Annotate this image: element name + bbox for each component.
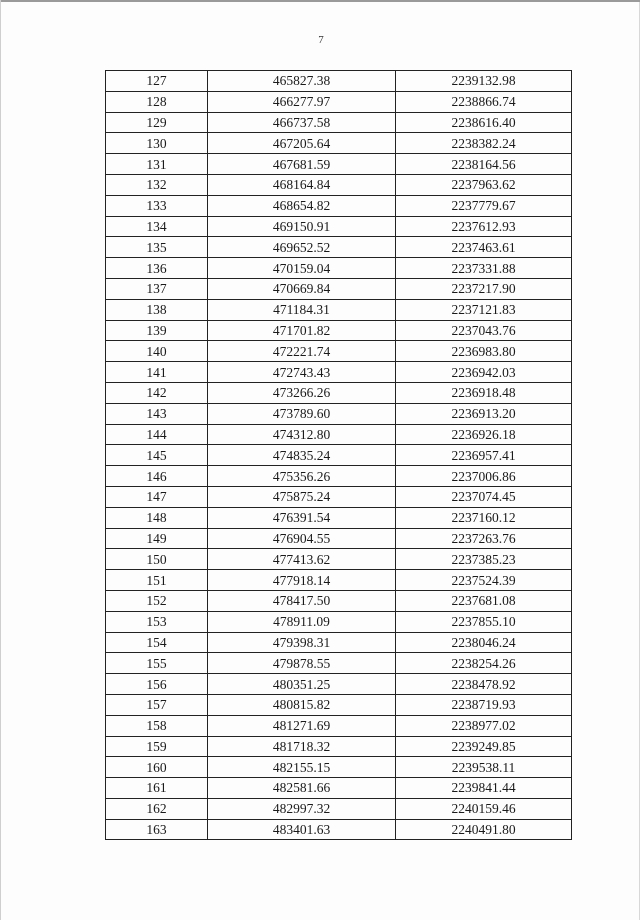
y-coordinate-cell: 2239249.85 (396, 736, 572, 757)
table-row (106, 798, 572, 819)
table-row (106, 590, 572, 611)
table-row (106, 757, 572, 778)
table-row (106, 611, 572, 632)
x-coordinate-cell: 478417.50 (208, 590, 396, 611)
y-coordinate-cell: 2237963.62 (396, 174, 572, 195)
y-coordinate-cell: 2237043.76 (396, 320, 572, 341)
table-row (106, 320, 572, 341)
point-number-cell: 138 (106, 299, 208, 320)
point-number-cell: 141 (106, 362, 208, 383)
x-coordinate-cell: 471184.31 (208, 299, 396, 320)
point-number-cell: 139 (106, 320, 208, 341)
x-coordinate-cell: 472743.43 (208, 362, 396, 383)
table-row (106, 445, 572, 466)
x-coordinate-cell: 479398.31 (208, 632, 396, 653)
y-coordinate-cell: 2239841.44 (396, 778, 572, 799)
point-number-cell: 133 (106, 195, 208, 216)
y-coordinate-cell: 2237681.08 (396, 590, 572, 611)
point-number-cell: 158 (106, 715, 208, 736)
x-coordinate-cell: 482155.15 (208, 757, 396, 778)
point-number-cell: 151 (106, 570, 208, 591)
y-coordinate-cell: 2237121.83 (396, 299, 572, 320)
point-number-cell: 137 (106, 278, 208, 299)
y-coordinate-cell: 2240159.46 (396, 798, 572, 819)
point-number-cell: 140 (106, 341, 208, 362)
x-coordinate-cell: 475356.26 (208, 466, 396, 487)
table-row (106, 154, 572, 175)
table-row (106, 424, 572, 445)
y-coordinate-cell: 2238616.40 (396, 112, 572, 133)
y-coordinate-cell: 2237463.61 (396, 237, 572, 258)
x-coordinate-cell: 475875.24 (208, 486, 396, 507)
point-number-cell: 150 (106, 549, 208, 570)
point-number-cell: 162 (106, 798, 208, 819)
table-row (106, 341, 572, 362)
coordinate-table-body (106, 71, 572, 840)
y-coordinate-cell: 2238254.26 (396, 653, 572, 674)
table-row (106, 570, 572, 591)
y-coordinate-cell: 2237385.23 (396, 549, 572, 570)
point-number-cell: 161 (106, 778, 208, 799)
table-row (106, 549, 572, 570)
x-coordinate-cell: 465827.38 (208, 71, 396, 92)
point-number-cell: 130 (106, 133, 208, 154)
page-top-edge (1, 0, 640, 2)
table-row (106, 403, 572, 424)
y-coordinate-cell: 2237779.67 (396, 195, 572, 216)
x-coordinate-cell: 480351.25 (208, 674, 396, 695)
point-number-cell: 143 (106, 403, 208, 424)
y-coordinate-cell: 2237524.39 (396, 570, 572, 591)
point-number-cell: 157 (106, 694, 208, 715)
table-row (106, 362, 572, 383)
y-coordinate-cell: 2236957.41 (396, 445, 572, 466)
y-coordinate-cell: 2237006.86 (396, 466, 572, 487)
x-coordinate-cell: 468654.82 (208, 195, 396, 216)
x-coordinate-cell: 476391.54 (208, 507, 396, 528)
y-coordinate-cell: 2236926.18 (396, 424, 572, 445)
y-coordinate-cell: 2239538.11 (396, 757, 572, 778)
point-number-cell: 136 (106, 258, 208, 279)
y-coordinate-cell: 2236918.48 (396, 382, 572, 403)
table-row (106, 778, 572, 799)
page-number: 7 (318, 34, 324, 46)
point-number-cell: 156 (106, 674, 208, 695)
table-row (106, 486, 572, 507)
point-number-cell: 131 (106, 154, 208, 175)
x-coordinate-cell: 481271.69 (208, 715, 396, 736)
x-coordinate-cell: 483401.63 (208, 819, 396, 840)
x-coordinate-cell: 482581.66 (208, 778, 396, 799)
point-number-cell: 154 (106, 632, 208, 653)
x-coordinate-cell: 474835.24 (208, 445, 396, 466)
y-coordinate-cell: 2237217.90 (396, 278, 572, 299)
x-coordinate-cell: 477918.14 (208, 570, 396, 591)
y-coordinate-cell: 2237263.76 (396, 528, 572, 549)
table-row (106, 174, 572, 195)
y-coordinate-cell: 2238866.74 (396, 91, 572, 112)
table-row (106, 112, 572, 133)
x-coordinate-cell: 469652.52 (208, 237, 396, 258)
x-coordinate-cell: 474312.80 (208, 424, 396, 445)
y-coordinate-cell: 2239132.98 (396, 71, 572, 92)
y-coordinate-cell: 2237331.88 (396, 258, 572, 279)
x-coordinate-cell: 482997.32 (208, 798, 396, 819)
x-coordinate-cell: 470669.84 (208, 278, 396, 299)
y-coordinate-cell: 2238719.93 (396, 694, 572, 715)
x-coordinate-cell: 473266.26 (208, 382, 396, 403)
x-coordinate-cell: 478911.09 (208, 611, 396, 632)
point-number-cell: 149 (106, 528, 208, 549)
x-coordinate-cell: 469150.91 (208, 216, 396, 237)
point-number-cell: 144 (106, 424, 208, 445)
y-coordinate-cell: 2238046.24 (396, 632, 572, 653)
y-coordinate-cell: 2237160.12 (396, 507, 572, 528)
point-number-cell: 159 (106, 736, 208, 757)
y-coordinate-cell: 2236942.03 (396, 362, 572, 383)
table-row (106, 466, 572, 487)
x-coordinate-cell: 476904.55 (208, 528, 396, 549)
table-row (106, 382, 572, 403)
x-coordinate-cell: 477413.62 (208, 549, 396, 570)
table-row (106, 278, 572, 299)
point-number-cell: 129 (106, 112, 208, 133)
point-number-cell: 132 (106, 174, 208, 195)
table-row (106, 195, 572, 216)
y-coordinate-cell: 2236983.80 (396, 341, 572, 362)
table-row (106, 528, 572, 549)
point-number-cell: 147 (106, 486, 208, 507)
point-number-cell: 160 (106, 757, 208, 778)
y-coordinate-cell: 2240491.80 (396, 819, 572, 840)
coordinate-table (105, 70, 572, 840)
y-coordinate-cell: 2237612.93 (396, 216, 572, 237)
x-coordinate-cell: 473789.60 (208, 403, 396, 424)
point-number-cell: 134 (106, 216, 208, 237)
table-row (106, 299, 572, 320)
y-coordinate-cell: 2238478.92 (396, 674, 572, 695)
y-coordinate-cell: 2238164.56 (396, 154, 572, 175)
table-row (106, 819, 572, 840)
point-number-cell: 128 (106, 91, 208, 112)
table-row (106, 632, 572, 653)
point-number-cell: 127 (106, 71, 208, 92)
y-coordinate-cell: 2238977.02 (396, 715, 572, 736)
y-coordinate-cell: 2236913.20 (396, 403, 572, 424)
table-row (106, 674, 572, 695)
x-coordinate-cell: 467681.59 (208, 154, 396, 175)
table-row (106, 91, 572, 112)
table-row (106, 653, 572, 674)
point-number-cell: 142 (106, 382, 208, 403)
point-number-cell: 146 (106, 466, 208, 487)
table-row (106, 237, 572, 258)
x-coordinate-cell: 466277.97 (208, 91, 396, 112)
table-row (106, 258, 572, 279)
x-coordinate-cell: 479878.55 (208, 653, 396, 674)
table-row (106, 694, 572, 715)
point-number-cell: 155 (106, 653, 208, 674)
table-row (106, 133, 572, 154)
x-coordinate-cell: 466737.58 (208, 112, 396, 133)
x-coordinate-cell: 472221.74 (208, 341, 396, 362)
table-row (106, 216, 572, 237)
x-coordinate-cell: 470159.04 (208, 258, 396, 279)
table-row (106, 507, 572, 528)
table-row (106, 715, 572, 736)
x-coordinate-cell: 468164.84 (208, 174, 396, 195)
x-coordinate-cell: 471701.82 (208, 320, 396, 341)
y-coordinate-cell: 2238382.24 (396, 133, 572, 154)
point-number-cell: 148 (106, 507, 208, 528)
point-number-cell: 163 (106, 819, 208, 840)
point-number-cell: 153 (106, 611, 208, 632)
point-number-cell: 145 (106, 445, 208, 466)
table-row (106, 71, 572, 92)
y-coordinate-cell: 2237855.10 (396, 611, 572, 632)
point-number-cell: 135 (106, 237, 208, 258)
x-coordinate-cell: 467205.64 (208, 133, 396, 154)
x-coordinate-cell: 480815.82 (208, 694, 396, 715)
table-row (106, 736, 572, 757)
y-coordinate-cell: 2237074.45 (396, 486, 572, 507)
x-coordinate-cell: 481718.32 (208, 736, 396, 757)
point-number-cell: 152 (106, 590, 208, 611)
